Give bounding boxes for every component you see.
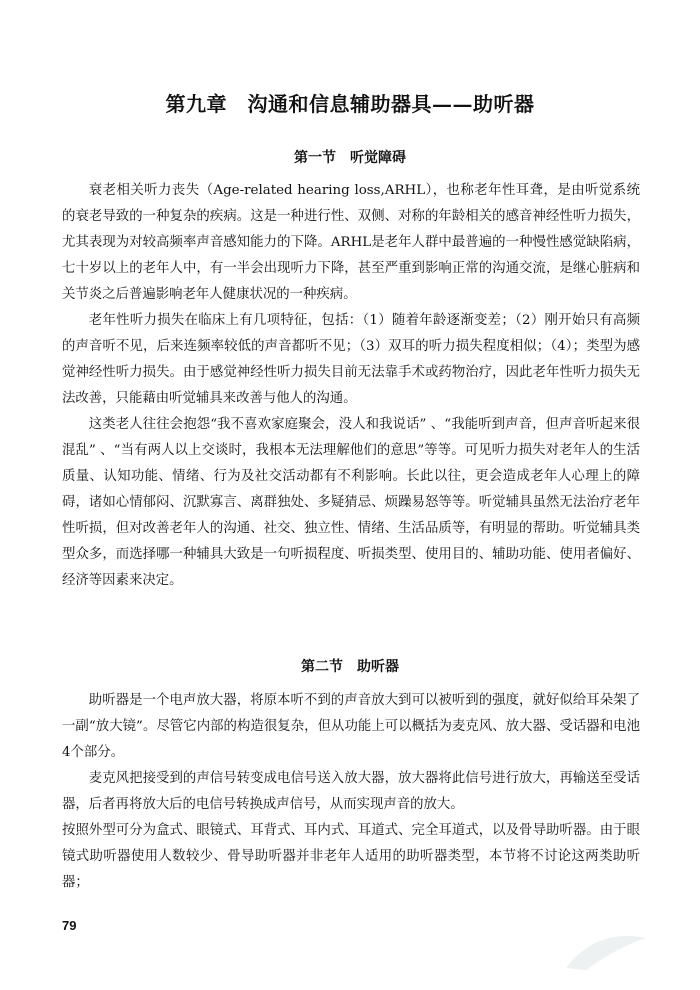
paragraph: 老年性听力损失在临床上有几项特征，包括：（1）随着年龄逐渐变差；（2）刚开始只有高频的声音听不见，后来连频率较低的声音都听不见；（3）双耳的听力损失程度相似；（4）；类型为感觉神经性听力损失。由于感觉神经性听力损失目前无法靠手术或药物治疗，因此老年性听力损失无法改善，只能藉由听觉辅具来改善与他人的沟通。 [62, 313, 640, 406]
section-title-1: 第一节 听觉障碍 [294, 150, 406, 166]
paragraph: 衰老相关听力丧失（Age-related hearing loss,ARHL），也称老年性耳聋，是由听觉系统的衰老导致的一种复杂的疾病。这是一种进行性、双侧、对称的年龄相关的感音神经性听力损失，尤其表现为对较高频率声音感知能力的下降。ARHL是老年人群中最普遍的一种慢性感觉缺陷病，七十岁以上的老年人中，有一半会出现听力下降，甚至严重到影响正常的沟通交流，是继心脏病和关节炎之后普遍影响老年人健康状况的一种疾病。 [62, 183, 640, 302]
paragraph: 麦克风把接受到的声信号转变成电信号送入放大器，放大器将此信号进行放大，再输送至受话器，后者再将放大后的电信号转换成声信号，从而实现声音的放大。 [62, 771, 640, 812]
section-2-body [62, 688, 640, 896]
section-title-2: 第二节 助听器 [301, 659, 399, 675]
chapter-title: 第九章 沟通和信息辅助器具——助听器 [165, 92, 535, 116]
paragraph: 按照外型可分为盒式、眼镜式、耳背式、耳内式、耳道式、完全耳道式，以及骨导助听器。由于眼镜式助听器使用人数较少、骨导助听器并非老年人适用的助听器类型，本节将不讨论这两类助听器； [62, 823, 640, 890]
paragraph: 这类老人往往会抱怨“我不喜欢家庭聚会，没人和我说话” 、“我能听到声音，但声音听起来很混乱” 、“当有两人以上交谈时，我根本无法理解他们的意思”等等。可见听力损失对老年人的生活质量、认知功能、情绪、行为及社交活动都有不利影响。长此以往，更会造成老年人心理上的障碍，诸如心情郁闷、沉默寡言、离群独处、多疑猜忌、烦躁易怒等等。听觉辅具虽然无法治疗老年性听损，但对改善老年人的沟通、社交、独立性、情绪、生活品质等，有明显的帮助。听觉辅具类型众多，而选择哪一种辅具大致是一句听损程度、听损类型、使用目的、辅助功能、使用者偏好、经济等因素来决定。 [62, 417, 640, 588]
watermark-logo [556, 918, 686, 978]
section-1-body [62, 178, 640, 594]
paragraph: 助听器是一个电声放大器，将原本听不到的声音放大到可以被听到的强度，就好似给耳朵架了一副“放大镜”。尽管它内部的构造很复杂，但从功能上可以概括为麦克风、放大器、受话器和电池4个部分。 [62, 693, 640, 760]
watermark-icon [556, 918, 686, 978]
page-number: 79 [62, 918, 77, 933]
